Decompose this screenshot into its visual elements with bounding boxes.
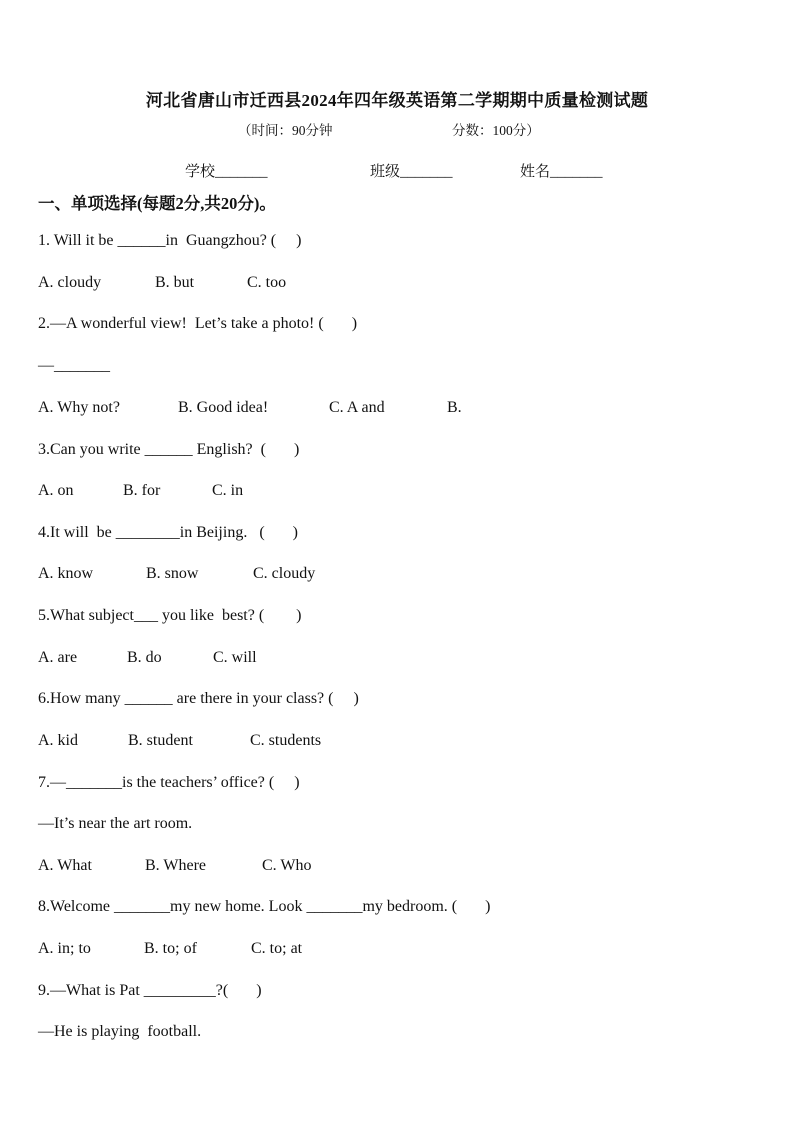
question-8-stem: 8.Welcome _______my new home. Look _______my bedroom. ( ) <box>38 898 491 915</box>
question-7-reply: —It’s near the art room. <box>38 815 193 832</box>
question-6-stem: 6.How many ______ are there in your class? ( ) <box>38 690 359 707</box>
option-b: B. for <box>123 482 161 499</box>
option-b: B. but <box>155 274 195 291</box>
question-7-stem: 7.—_______is the teachers’ office? ( ) <box>38 774 300 791</box>
option-b: B. Where <box>145 857 207 874</box>
option-a: A. Why not? <box>38 399 120 416</box>
page-title: 河北省唐山市迁西县2024年四年级英语第二学期期中质量检测试题 <box>145 91 649 110</box>
option-b: B. student <box>128 732 193 749</box>
option-c: C. A and <box>329 399 385 416</box>
exam-time: （时间：90分钟 <box>238 123 333 138</box>
name-field: 姓名_______ <box>520 164 603 180</box>
option-a: A. on <box>38 482 74 499</box>
school-field: 学校_______ <box>185 164 268 180</box>
question-4-stem: 4.It will be ________in Beijing. ( ) <box>38 524 298 541</box>
question-2-reply: —_______ <box>38 357 110 374</box>
question-9-stem: 9.—What is Pat _________?( ) <box>38 982 262 999</box>
option-a: A. in; to <box>38 940 91 957</box>
option-c: C. Who <box>262 857 312 874</box>
option-c: C. too <box>247 274 287 291</box>
question-9-reply: —He is playing football. <box>38 1023 202 1040</box>
option-a: A. know <box>38 565 94 582</box>
question-1-stem: 1. Will it be ______in Guangzhou? ( ) <box>38 232 302 249</box>
question-3-stem: 3.Can you write ______ English? ( ) <box>38 441 300 458</box>
option-a: A. cloudy <box>38 274 102 291</box>
option-d: B. <box>447 399 462 416</box>
option-b: B. Good idea! <box>178 399 269 416</box>
option-c: C. in <box>212 482 244 499</box>
question-2-stem: 2.—A wonderful view! Let’s take a photo! ( ) <box>38 315 358 332</box>
option-c: C. will <box>213 649 257 666</box>
option-b: B. do <box>127 649 162 666</box>
option-b: B. to; of <box>144 940 197 957</box>
option-c: C. students <box>250 732 322 749</box>
section-heading: 一、单项选择(每题2分,共20分)。 <box>38 194 276 213</box>
option-a: A. are <box>38 649 78 666</box>
option-c: C. to; at <box>251 940 303 957</box>
question-5-stem: 5.What subject___ you like best? ( ) <box>38 607 302 624</box>
option-b: B. snow <box>146 565 199 582</box>
option-c: C. cloudy <box>253 565 316 582</box>
option-a: A. kid <box>38 732 78 749</box>
class-field: 班级_______ <box>370 164 453 180</box>
exam-score: 分数：100分） <box>452 123 540 138</box>
option-a: A. What <box>38 857 92 874</box>
